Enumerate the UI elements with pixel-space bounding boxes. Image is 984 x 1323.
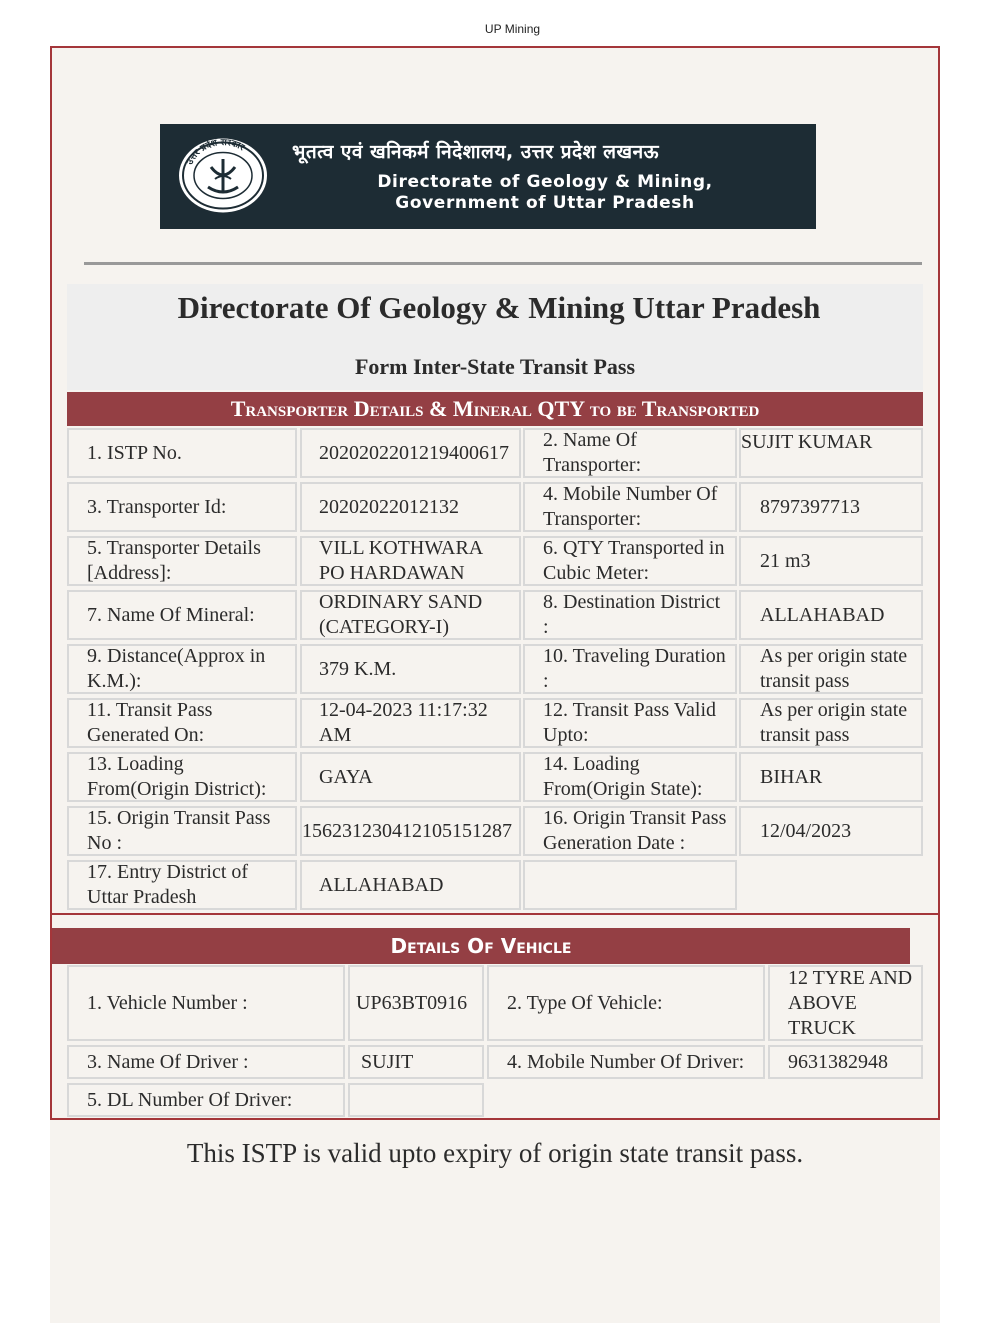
section-header-transporter: Transporter Details & Mineral QTY to be Transported	[67, 392, 923, 426]
banner-english-line1: Directorate of Geology & Mining,	[377, 172, 713, 192]
banner-english-line2: Government of Uttar Pradesh	[395, 193, 695, 213]
value-distance: 379 K.M.	[300, 644, 521, 694]
label-destination-district: 8. Destination District :	[523, 590, 737, 640]
value-destination-district: ALLAHABAD	[739, 590, 923, 640]
label-vehicle-type: 2. Type Of Vehicle:	[487, 965, 765, 1041]
value-driver-mobile: 9631382948	[768, 1045, 923, 1079]
label-loading-state: 14. Loading From(Origin State):	[523, 752, 737, 802]
banner-hindi-title: भूतत्व एवं खनिकर्म निदेशालय, उत्तर प्रदेश लखनऊ	[292, 141, 660, 163]
empty-cell	[523, 860, 737, 910]
value-vehicle-number: UP63BT0916	[348, 965, 484, 1041]
label-driver-name: 3. Name Of Driver :	[67, 1045, 345, 1079]
value-origin-pass-date: 12/04/2023	[739, 806, 923, 856]
label-origin-pass-date: 16. Origin Transit Pass Generation Date :	[523, 806, 737, 856]
value-transporter-mobile: 8797397713	[739, 482, 923, 532]
value-entry-district: ALLAHABAD	[300, 860, 521, 910]
page-title: UP Mining	[484, 22, 541, 36]
department-banner	[160, 124, 816, 229]
label-distance: 9. Distance(Approx in K.M.):	[67, 644, 297, 694]
divider	[84, 262, 922, 265]
value-istp-no: 2020202201219400617	[300, 428, 521, 478]
label-entry-district: 17. Entry District of Uttar Pradesh	[67, 860, 297, 910]
label-vehicle-number: 1. Vehicle Number :	[67, 965, 345, 1041]
validity-note: This ISTP is valid upto expiry of origin state transit pass.	[186, 1138, 804, 1168]
value-pass-valid-upto: As per origin state transit pass	[739, 698, 923, 748]
label-transporter-mobile: 4. Mobile Number Of Transporter:	[523, 482, 737, 532]
label-driver-dl-number: 5. DL Number Of Driver:	[67, 1083, 345, 1117]
label-transporter-name: 2. Name Of Transporter:	[523, 428, 737, 478]
label-mineral-name: 7. Name Of Mineral:	[67, 590, 297, 640]
value-mineral-name: ORDINARY SAND (CATEGORY-I)	[300, 590, 521, 640]
value-driver-name: SUJIT	[348, 1045, 484, 1079]
value-driver-dl-number	[348, 1083, 484, 1117]
value-loading-district: GAYA	[300, 752, 521, 802]
form-main-heading: Directorate Of Geology & Mining Uttar Pradesh	[177, 290, 821, 325]
label-traveling-duration: 10. Traveling Duration :	[523, 644, 737, 694]
label-transporter-id: 3. Transporter Id:	[67, 482, 297, 532]
label-pass-generated-on: 11. Transit Pass Generated On:	[67, 698, 297, 748]
emblem-text: उत्तर प्रदेश सरकार	[185, 137, 246, 167]
form-heading-box	[67, 284, 923, 390]
up-government-emblem-icon	[178, 137, 268, 214]
label-origin-pass-no: 15. Origin Transit Pass No :	[67, 806, 297, 856]
form-sub-heading: Form Inter-State Transit Pass	[354, 354, 636, 379]
label-loading-district: 13. Loading From(Origin District):	[67, 752, 297, 802]
label-transporter-address: 5. Transporter Details [Address]:	[67, 536, 297, 586]
label-qty-transported: 6. QTY Transported in Cubic Meter:	[523, 536, 737, 586]
value-transporter-name: SUJIT KUMAR	[739, 428, 923, 478]
value-traveling-duration: As per origin state transit pass	[739, 644, 923, 694]
label-driver-mobile: 4. Mobile Number Of Driver:	[487, 1045, 765, 1079]
value-qty-transported: 21 m3	[739, 536, 923, 586]
value-loading-state: BIHAR	[739, 752, 923, 802]
label-pass-valid-upto: 12. Transit Pass Valid Upto:	[523, 698, 737, 748]
value-origin-pass-no: 156231230412105151287	[300, 806, 521, 856]
value-pass-generated-on: 12-04-2023 11:17:32 AM	[300, 698, 521, 748]
value-transporter-id: 20202022012132	[300, 482, 521, 532]
section-header-vehicle: Details Of Vehicle	[52, 928, 910, 964]
value-transporter-address: VILL KOTHWARA PO HARDAWAN	[300, 536, 521, 586]
label-istp-no: 1. ISTP No.	[67, 428, 297, 478]
value-vehicle-type: 12 TYRE AND ABOVE TRUCK	[768, 965, 923, 1041]
